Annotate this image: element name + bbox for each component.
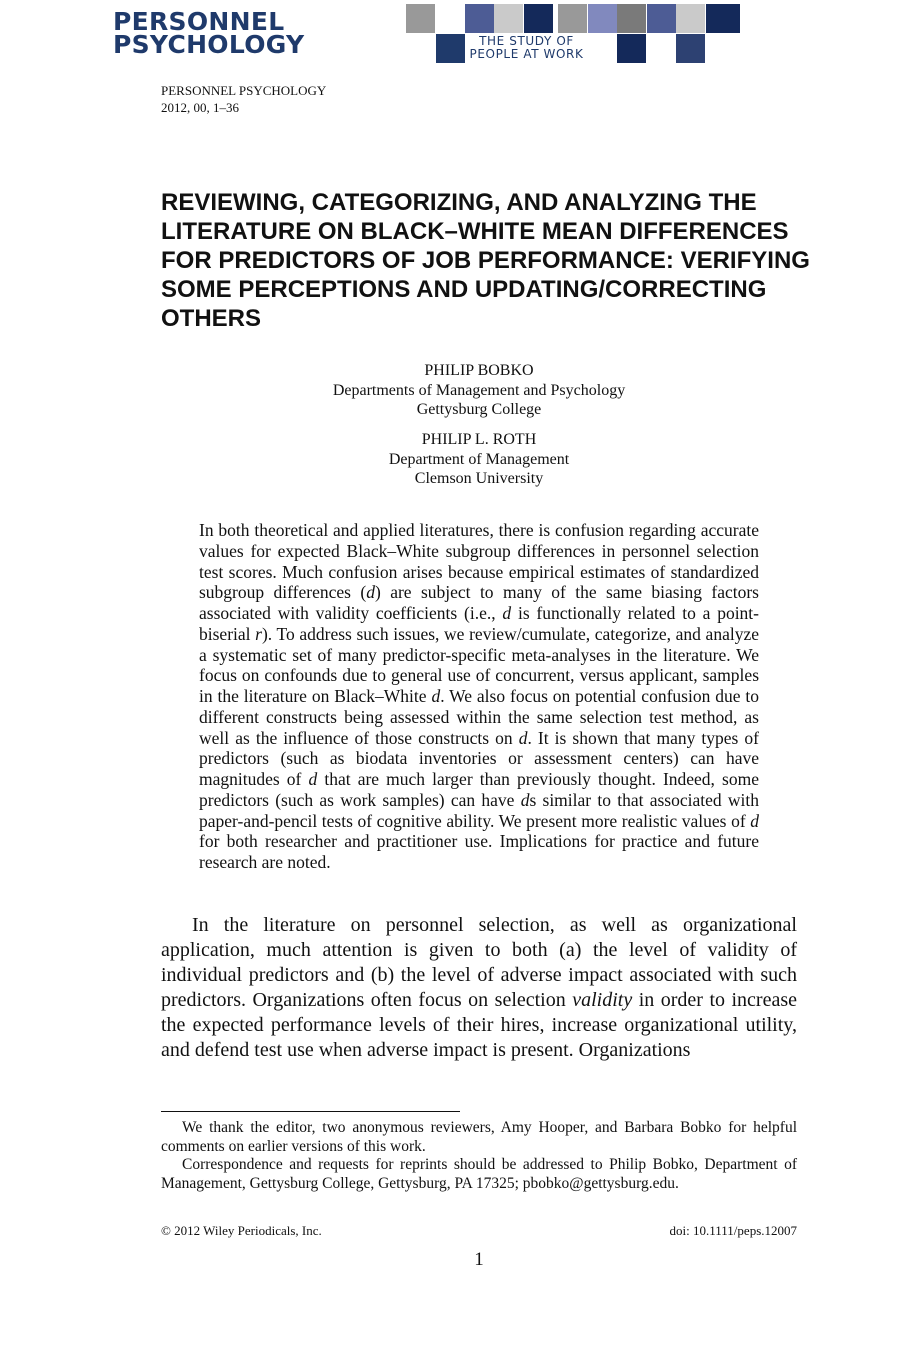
logo-line-1: PERSONNEL — [113, 7, 285, 36]
footnote-acknowledgment: We thank the editor, two anonymous reviewers, Amy Hooper, and Barbara Bobko for helpful comments on earlier versions of this work. — [161, 1119, 797, 1155]
abstract-symbol: r — [255, 623, 262, 644]
abstract-text: . We also focus on potential confusion due to different constructs being assessed within the same selection test method, as well as the influence of those constructs on — [199, 686, 759, 748]
article-title: REVIEWING, CATEGORIZING, AND ANALYZING THE LITERATURE ON BLACK–WHITE MEAN DIFFERENCES FOR PREDICTORS OF JOB PERFORMANCE: VERIFYING SOME PERCEPTIONS AND UPDATING/CORRECTING OTHERS — [161, 189, 810, 332]
body-emphasis: validity — [572, 989, 633, 1011]
abstract-symbol: d — [520, 789, 530, 810]
author-institution: Gettysburg College — [416, 401, 542, 418]
abstract-text: ) are subject to many of the same biasing factors associated with validity coefficients (i.e., — [199, 582, 759, 623]
author-institution: Clemson University — [414, 470, 544, 487]
banner-square — [524, 4, 553, 33]
banner-square — [617, 34, 646, 63]
body-text: in order to increase the expected performance levels of their hires, increase organizational utility, and defend test use when adverse impact is present. Organizations — [161, 989, 797, 1061]
banner-square — [494, 4, 523, 33]
body-text: In the literature on personnel selection, as well as organizational application, much attention is given to both (a) the level of validity of individual predictors and (b) the level of adverse impact associated with such predictors. Organizations often focus on selection — [161, 914, 797, 1011]
copyright-notice: © 2012 Wiley Periodicals, Inc. — [161, 1223, 322, 1238]
journal-issue: 2012, 00, 1–36 — [161, 100, 239, 115]
banner-square — [706, 4, 740, 33]
author-block-1 — [161, 361, 797, 420]
tagline-line-2: PEOPLE AT WORK — [469, 47, 584, 61]
abstract-symbol: d — [366, 582, 375, 603]
abstract-symbol: d — [750, 810, 759, 831]
abstract-text: ). To address such issues, we review/cumulate, categorize, and analyze a systematic set of many predictor-specific meta-analyses in the literature. We focus on confounds due to general use of concurrent, versus applicant, samples in the literature on Black–White — [199, 623, 759, 706]
abstract — [199, 520, 759, 873]
banner-square — [406, 4, 435, 33]
banner-square — [558, 4, 587, 33]
journal-logo — [113, 7, 305, 59]
author-department: Department of Management — [388, 450, 570, 468]
abstract-text: that are much larger than previously thought. Indeed, some predictors (such as work samples) can have — [199, 769, 759, 810]
banner-square — [676, 4, 705, 33]
abstract-text: for both researcher and practitioner use. Implications for practice and future research are noted. — [199, 831, 759, 872]
footnote-rule — [161, 1111, 460, 1112]
abstract-text: is functionally related to a point-biserial — [199, 603, 759, 644]
abstract-symbol: d — [518, 727, 528, 748]
footnotes — [161, 1119, 797, 1193]
author-department: Departments of Management and Psychology — [332, 381, 626, 399]
doi: doi: 10.1111/peps.12007 — [669, 1223, 797, 1238]
footnote-correspondence: Correspondence and requests for reprints should be addressed to Philip Bobko, Department of Management, Gettysburg College, Gettysburg, PA 17325; pbobko@gettysburg.edu. — [161, 1156, 797, 1192]
abstract-text: s similar to that associated with paper-and-pencil tests of cognitive ability. We present more realistic values of — [199, 789, 759, 831]
author-block-2 — [161, 430, 797, 489]
banner-square — [676, 34, 705, 63]
banner-square — [617, 4, 646, 33]
author-name: PHILIP BOBKO — [424, 362, 534, 379]
logo-tagline — [438, 35, 615, 61]
banner-square — [465, 4, 494, 33]
abstract-symbol: d — [502, 603, 512, 623]
banner-square — [588, 4, 617, 33]
abstract-symbol: d — [431, 686, 441, 706]
body-paragraph — [161, 913, 797, 1063]
abstract-symbol: d — [308, 769, 318, 789]
logo-line-2: PSYCHOLOGY — [113, 30, 305, 59]
journal-name: PERSONNEL PSYCHOLOGY — [161, 83, 327, 98]
tagline-line-1: THE STUDY OF — [479, 34, 574, 48]
abstract-text: In both theoretical and applied literatures, there is confusion regarding accurate values for expected Black–White subgroup differences in personnel selection test scores. Much confusion arises because empirical estimates of standardized subgroup differences ( — [199, 520, 759, 603]
banner-square — [647, 4, 676, 33]
abstract-text: . It is shown that many types of predictors (such as biodata inventories or assessment centers) can have magnitudes of — [199, 727, 759, 789]
journal-meta — [161, 82, 326, 116]
author-name: PHILIP L. ROTH — [421, 431, 537, 448]
page-number: 1 — [474, 1249, 484, 1270]
